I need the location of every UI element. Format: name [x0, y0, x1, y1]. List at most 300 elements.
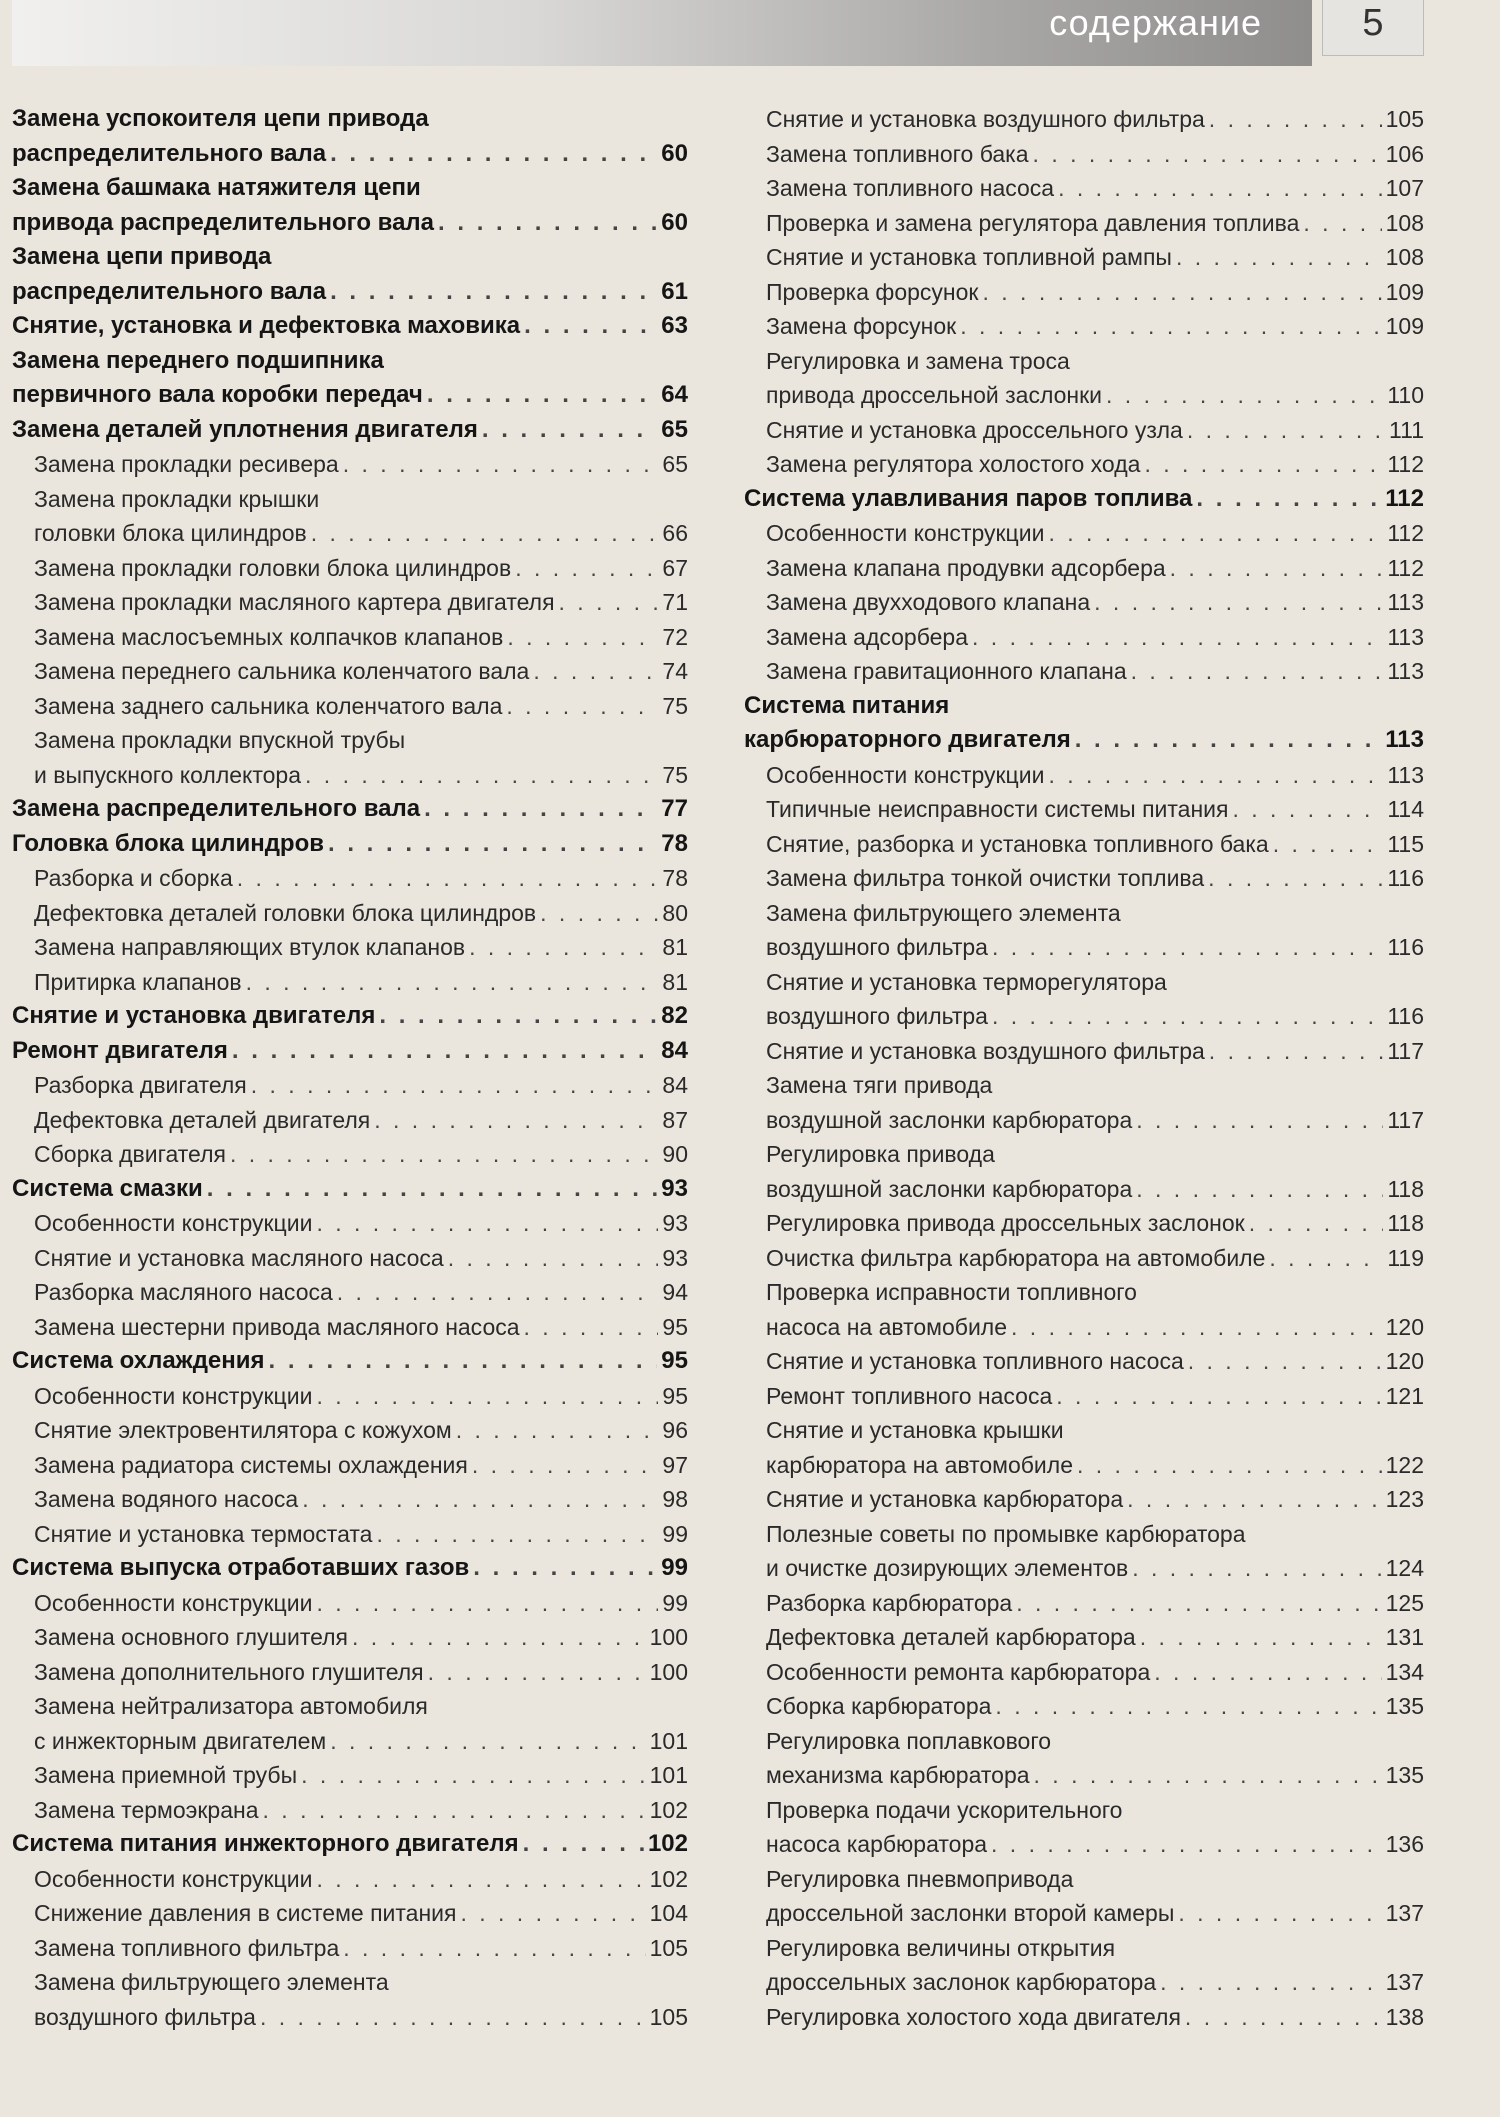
- dot-leader: [1140, 1620, 1382, 1655]
- toc-page-number: 117: [1387, 1037, 1424, 1064]
- toc-page-number: 78: [662, 865, 688, 891]
- dot-leader: [515, 551, 658, 586]
- toc-entry: [12, 1931, 688, 1966]
- toc-entry-title: Регулировка и замена троса: [766, 347, 1070, 374]
- toc-page-number: 71: [662, 589, 688, 615]
- toc-page-number: 96: [662, 1417, 688, 1443]
- dot-leader: [1188, 1344, 1382, 1379]
- toc-entry: [12, 1862, 688, 1897]
- toc-entry: [744, 585, 1424, 620]
- dot-leader: [1132, 1551, 1381, 1586]
- dot-leader: [1127, 1482, 1381, 1517]
- toc-page-number: 108: [1385, 244, 1424, 270]
- toc-page-number: 105: [649, 1934, 688, 1961]
- toc-section-entry: [12, 1344, 688, 1379]
- dot-leader: [330, 1724, 645, 1759]
- toc-entry: [744, 1862, 1424, 1931]
- dot-leader: [1016, 1586, 1381, 1621]
- toc-entry-title: Замена распределительного вала: [12, 795, 421, 822]
- toc-entry-title: Регулировка холостого хода двигателя: [766, 2003, 1181, 2030]
- dot-leader: [246, 965, 659, 1000]
- toc-section-entry: [12, 344, 688, 413]
- toc-entry-title: привода распределительного вала: [12, 208, 435, 236]
- toc-entry-title: Замена нейтрализатора автомобиля: [34, 1693, 428, 1719]
- toc-entry-title: Замена прокладки ресивера: [34, 451, 339, 477]
- toc-entry: [12, 551, 688, 586]
- toc-section-entry: [12, 1827, 688, 1862]
- toc-entry: [744, 1620, 1424, 1655]
- toc-page-number: 116: [1387, 934, 1424, 960]
- toc-page-number: 95: [662, 1382, 688, 1409]
- toc-entry-title: Снятие и установка воздушного фильтра: [766, 106, 1205, 132]
- dot-leader: [316, 1862, 645, 1897]
- toc-page-number: 87: [662, 1106, 688, 1133]
- dot-leader: [1208, 861, 1383, 896]
- dot-leader: [330, 137, 657, 172]
- dot-leader: [1249, 1206, 1384, 1241]
- toc-entry: [744, 1586, 1424, 1621]
- toc-page-number: 138: [1385, 2003, 1424, 2030]
- dot-leader: [424, 792, 657, 827]
- toc-entry: [12, 1103, 688, 1138]
- toc-page-number: 118: [1387, 1175, 1424, 1202]
- toc-entry: [744, 965, 1424, 1034]
- dot-leader: [506, 689, 658, 724]
- toc-page-number: 124: [1385, 1555, 1424, 1581]
- toc-page-number: 65: [661, 415, 688, 443]
- dot-leader: [1273, 827, 1384, 862]
- toc-entry-title: Замена деталей уплотнения двигателя: [12, 415, 478, 443]
- toc-section-entry: [12, 309, 688, 344]
- toc-entry-title: Особенности конструкции: [34, 1589, 313, 1616]
- toc-entry-title: Сборка карбюратора: [766, 1693, 992, 1719]
- page-number-box: [1322, 0, 1424, 56]
- toc-page-number: 110: [1387, 382, 1424, 408]
- toc-entry-title: Притирка клапанов: [34, 968, 242, 995]
- dot-leader: [524, 1310, 659, 1345]
- toc-entry: [744, 1413, 1424, 1482]
- toc-entry: [744, 1689, 1424, 1724]
- toc-entry-title: Снятие электровентилятора с кожухом: [34, 1417, 452, 1443]
- toc-entry-title: Снятие, установка и дефектовка маховика: [12, 312, 521, 339]
- toc-page-number: 64: [661, 381, 688, 408]
- toc-entry-title: Замена форсунок: [766, 313, 957, 339]
- toc-page-number: 77: [661, 795, 688, 822]
- toc-entry: [12, 861, 688, 896]
- toc-page-number: 112: [1385, 484, 1424, 512]
- toc-entry-title: Замена приемной трубы: [34, 1762, 298, 1788]
- toc-entry: [12, 1655, 688, 1690]
- toc-entry: [12, 1965, 688, 2034]
- toc-entry-title: Дефектовка деталей головки блока цилиндров: [34, 899, 537, 926]
- toc-page-number: 74: [662, 658, 688, 684]
- toc-page-number: 101: [649, 1727, 688, 1754]
- toc-entry: [744, 1482, 1424, 1517]
- toc-entry: [12, 585, 688, 620]
- dot-leader: [376, 1517, 658, 1552]
- dot-leader: [343, 1931, 645, 1966]
- toc-page-number: 106: [1385, 140, 1424, 167]
- toc-page-number: 81: [662, 968, 688, 995]
- toc-entry-title: Снятие и установка топливного насоса: [766, 1348, 1184, 1374]
- dot-leader: [456, 1413, 659, 1448]
- toc-page-number: 84: [662, 1072, 688, 1098]
- toc-page-number: 80: [662, 899, 688, 926]
- toc-entry-title: Очистка фильтра карбюратора на автомобиле: [766, 1244, 1266, 1271]
- toc-entry-title: Замена дополнительного глушителя: [34, 1658, 424, 1685]
- dot-leader: [1075, 723, 1382, 758]
- toc-page-number: 134: [1385, 1658, 1424, 1685]
- toc-page-number: 113: [1387, 658, 1424, 684]
- dot-leader: [379, 999, 657, 1034]
- dot-leader: [469, 930, 658, 965]
- toc-entry-title: Снятие, разборка и установка топливного бака: [766, 830, 1269, 857]
- toc-entry-title: Замена адсорбера: [766, 623, 969, 650]
- toc-entry: [744, 275, 1424, 310]
- toc-entry-title: Замена успокоителя цепи привода: [12, 105, 429, 132]
- toc-page-number: 66: [662, 520, 688, 546]
- dot-leader: [316, 1379, 658, 1414]
- toc-entry-title: с инжекторным двигателем: [34, 1727, 327, 1754]
- toc-entry-title: Особенности конструкции: [34, 1210, 313, 1236]
- toc-page-number: 67: [662, 554, 688, 581]
- toc-entry-title: Особенности конструкции: [34, 1865, 313, 1892]
- toc-entry: [744, 1344, 1424, 1379]
- toc-entry-title: Особенности ремонта карбюратора: [766, 1658, 1151, 1685]
- toc-entry-title: распределительного вала: [12, 277, 327, 305]
- toc-page-number: 121: [1385, 1382, 1424, 1409]
- toc-entry-title: Замена маслосъемных колпачков клапанов: [34, 623, 504, 650]
- dot-leader: [448, 1241, 659, 1276]
- toc-entry-title: Полезные советы по промывке карбюратора: [766, 1520, 1246, 1547]
- toc-entry-title: и очистке дозирующих элементов: [766, 1555, 1129, 1581]
- toc-entry: [744, 309, 1424, 344]
- toc-entry-title: карбюраторного двигателя: [744, 726, 1071, 753]
- toc-entry: [744, 413, 1424, 448]
- dot-leader: [316, 1206, 658, 1241]
- toc-entry-title: Замена топливного фильтра: [34, 1934, 340, 1961]
- toc-entry-title: карбюратора на автомобиле: [766, 1451, 1073, 1478]
- toc-entry-title: Замена фильтрующего элемента: [766, 899, 1121, 926]
- dot-leader: [301, 1758, 645, 1793]
- toc-entry: [12, 689, 688, 724]
- toc-entry-title: Особенности конструкции: [766, 520, 1045, 546]
- toc-entry: [12, 1586, 688, 1621]
- toc-page-number: 75: [662, 761, 688, 788]
- toc-entry-title: Замена заднего сальника коленчатого вала: [34, 692, 503, 719]
- dot-leader: [1106, 378, 1383, 413]
- toc-page-number: 114: [1387, 796, 1424, 822]
- toc-page-number: 120: [1385, 1348, 1424, 1374]
- toc-entry: [12, 965, 688, 1000]
- dot-leader: [1034, 1758, 1382, 1793]
- toc-page-number: 100: [649, 1658, 688, 1685]
- toc-entry-title: распределительного вала: [12, 139, 327, 167]
- toc-entry: [12, 620, 688, 655]
- toc-entry: [12, 1068, 688, 1103]
- toc-entry: [744, 827, 1424, 862]
- toc-page-number: 72: [662, 623, 688, 650]
- dot-leader: [1058, 171, 1382, 206]
- toc-entry-title: Проверка исправности топливного: [766, 1279, 1137, 1305]
- toc-entry-title: Система охлаждения: [12, 1347, 265, 1374]
- toc-entry-title: Замена двухходового клапана: [766, 589, 1091, 615]
- dot-leader: [207, 1172, 658, 1207]
- toc-page-number: 94: [662, 1279, 688, 1305]
- dot-leader: [1209, 1034, 1384, 1069]
- toc-entry: [12, 930, 688, 965]
- toc-page-number: 101: [649, 1762, 688, 1788]
- toc-page-number: 119: [1387, 1244, 1424, 1271]
- toc-entry: [12, 1689, 688, 1758]
- dot-leader: [269, 1344, 658, 1379]
- dot-leader: [533, 654, 658, 689]
- toc-entry: [744, 758, 1424, 793]
- dot-leader: [230, 1137, 658, 1172]
- dot-leader: [1176, 240, 1382, 275]
- toc-page-number: 109: [1385, 278, 1424, 305]
- toc-page-number: 113: [1387, 761, 1424, 788]
- dot-leader: [316, 1586, 658, 1621]
- toc-entry-title: воздушной заслонки карбюратора: [766, 1106, 1133, 1133]
- toc-entry: [744, 1379, 1424, 1414]
- toc-entry: [744, 102, 1424, 137]
- toc-page-number: 61: [661, 277, 688, 305]
- dot-leader: [1170, 551, 1384, 586]
- toc-entry-title: воздушной заслонки карбюратора: [766, 1175, 1133, 1202]
- dot-leader: [992, 930, 1383, 965]
- toc-entry: [744, 1655, 1424, 1690]
- toc-entry-title: Снятие и установка терморегулятора: [766, 968, 1167, 995]
- toc-page-number: 137: [1385, 1969, 1424, 1995]
- toc-page-number: 113: [1387, 589, 1424, 615]
- toc-entry-title: Система питания: [744, 691, 950, 719]
- toc-entry-title: дроссельной заслонки второй камеры: [766, 1900, 1175, 1926]
- dot-leader: [263, 1793, 646, 1828]
- toc-entry-title: Замена прокладки крышки: [34, 485, 320, 512]
- toc-entry: [744, 1241, 1424, 1276]
- page-number: 5: [1362, 2, 1384, 44]
- dot-leader: [438, 206, 657, 241]
- toc-entry-title: Система питания инжекторного двигателя: [12, 1830, 519, 1857]
- toc-section-entry: [12, 1172, 688, 1207]
- toc-page-number: 112: [1387, 520, 1424, 546]
- toc-entry-title: Замена тяги привода: [766, 1072, 993, 1098]
- toc-entry: [12, 482, 688, 551]
- toc-entry: [744, 1724, 1424, 1793]
- toc-page-number: 107: [1385, 175, 1424, 201]
- toc-section-entry: [12, 413, 688, 448]
- toc-entry: [744, 344, 1424, 413]
- toc-entry-title: Проверка форсунок: [766, 278, 979, 305]
- toc-entry: [12, 1275, 688, 1310]
- toc-entry-title: Регулировка привода дроссельных заслонок: [766, 1210, 1245, 1236]
- toc-page-number: 122: [1385, 1451, 1424, 1478]
- dot-leader: [330, 275, 657, 310]
- dot-leader: [482, 413, 657, 448]
- dot-leader: [1136, 1172, 1383, 1207]
- toc-entry-title: Снятие и установка дроссельного узла: [766, 416, 1183, 443]
- toc-page-number: 108: [1385, 209, 1424, 236]
- toc-entry: [744, 1068, 1424, 1137]
- toc-entry-title: Замена термоэкрана: [34, 1796, 259, 1823]
- dot-leader: [1048, 758, 1383, 793]
- toc-entry: [744, 1034, 1424, 1069]
- toc-entry-title: Система выпуска отработавших газов: [12, 1554, 470, 1581]
- toc-entry: [12, 1310, 688, 1345]
- toc-entry-title: механизма карбюратора: [766, 1762, 1030, 1788]
- dot-leader: [1232, 792, 1383, 827]
- dot-leader: [237, 861, 659, 896]
- toc-entry-title: воздушного фильтра: [34, 2003, 256, 2030]
- dot-leader: [1196, 482, 1381, 517]
- toc-page-number: 118: [1387, 1210, 1424, 1236]
- dot-leader: [232, 1034, 657, 1069]
- toc-page-number: 116: [1387, 1003, 1424, 1029]
- dot-leader: [427, 378, 657, 413]
- toc-entry-title: Снятие и установка карбюратора: [766, 1486, 1124, 1512]
- toc-page-number: 93: [661, 1174, 688, 1202]
- toc-entry: [744, 654, 1424, 689]
- dot-leader: [960, 309, 1381, 344]
- toc-entry-title: Разборка карбюратора: [766, 1589, 1013, 1616]
- toc-entry-title: Замена прокладки масляного картера двигателя: [34, 589, 555, 615]
- toc-section-entry: [12, 792, 688, 827]
- toc-section-entry: [12, 1034, 688, 1069]
- toc-entry-title: Замена фильтрующего элемента: [34, 1969, 389, 1995]
- toc-section-entry: [744, 689, 1424, 758]
- dot-leader: [995, 1689, 1381, 1724]
- toc-entry: [744, 516, 1424, 551]
- toc-page-number: 115: [1387, 830, 1424, 857]
- toc-entry-title: Типичные неисправности системы питания: [766, 796, 1229, 822]
- toc-page-number: 99: [661, 1554, 688, 1581]
- dot-leader: [428, 1655, 646, 1690]
- toc-entry: [12, 447, 688, 482]
- toc-entry: [744, 1793, 1424, 1862]
- toc-entry: [744, 1206, 1424, 1241]
- toc-entry-title: Головка блока цилиндров: [12, 829, 324, 857]
- dot-leader: [460, 1896, 645, 1931]
- toc-entry-title: Проверка подачи ускорительного: [766, 1796, 1123, 1823]
- dot-leader: [343, 447, 659, 482]
- toc-entry-title: Снятие и установка термостата: [34, 1520, 373, 1547]
- toc-page-number: 102: [647, 1830, 688, 1857]
- dot-leader: [260, 2000, 646, 2035]
- toc-entry-title: Система смазки: [12, 1174, 203, 1202]
- toc-entry: [12, 1896, 688, 1931]
- toc-page-number: 84: [661, 1036, 688, 1064]
- toc-entry-title: Замена топливного насоса: [766, 175, 1055, 201]
- toc-entry-title: и выпускного коллектора: [34, 761, 302, 788]
- dot-leader: [251, 1068, 659, 1103]
- dot-leader: [337, 1275, 659, 1310]
- toc-left-column: [12, 102, 688, 2034]
- toc-page-number: 105: [649, 2003, 688, 2030]
- toc-entry: [744, 1137, 1424, 1206]
- toc-page-number: 120: [1385, 1313, 1424, 1340]
- toc-entry-title: Замена направляющих втулок клапанов: [34, 934, 466, 960]
- toc-page-number: 81: [662, 934, 688, 960]
- toc-entry-title: Замена переднего сальника коленчатого вала: [34, 658, 530, 684]
- dot-leader: [1160, 1965, 1382, 2000]
- toc-entry-title: Дефектовка деталей двигателя: [34, 1106, 371, 1133]
- header-bar: [12, 0, 1312, 66]
- toc-entry: [744, 206, 1424, 241]
- toc-entry-title: Замена гравитационного клапана: [766, 658, 1127, 684]
- toc-entry: [744, 551, 1424, 586]
- toc-entry-title: Замена водяного насоса: [34, 1486, 299, 1512]
- dot-leader: [311, 516, 659, 551]
- toc-page-number: 137: [1385, 1900, 1424, 1926]
- dot-leader: [982, 275, 1381, 310]
- toc-entry: [744, 1931, 1424, 2000]
- toc-entry-title: Разборка масляного насоса: [34, 1279, 333, 1305]
- toc-section-entry: [12, 240, 688, 309]
- dot-leader: [1303, 206, 1381, 241]
- toc-page-number: 99: [662, 1589, 688, 1616]
- toc-entry-title: Сборка двигателя: [34, 1141, 226, 1167]
- dot-leader: [559, 585, 659, 620]
- dot-leader: [473, 1551, 657, 1586]
- toc-entry: [12, 1206, 688, 1241]
- toc-entry-title: Замена прокладки впускной трубы: [34, 727, 406, 753]
- toc-entry-title: Снятие и установка двигателя: [12, 1002, 376, 1029]
- toc-entry-title: Замена цепи привода: [12, 243, 272, 270]
- dot-leader: [1011, 1310, 1382, 1345]
- dot-leader: [507, 620, 658, 655]
- toc-entry-title: Замена прокладки головки блока цилиндров: [34, 554, 512, 581]
- toc-entry-title: насоса на автомобиле: [766, 1313, 1008, 1340]
- dot-leader: [1131, 654, 1384, 689]
- toc-page-number: 60: [661, 139, 688, 167]
- toc-entry-title: Регулировка поплавкового: [766, 1727, 1051, 1754]
- toc-page-number: 112: [1387, 451, 1424, 477]
- toc-entry-title: первичного вала коробки передач: [12, 381, 423, 408]
- dot-leader: [1077, 1448, 1382, 1483]
- toc-entry-title: Дефектовка деталей карбюратора: [766, 1624, 1136, 1650]
- header-title: содержание: [1049, 2, 1262, 43]
- toc-entry-title: Разборка двигателя: [34, 1072, 247, 1098]
- toc-page-number: 105: [1385, 106, 1424, 132]
- toc-entry-title: Замена регулятора холостого хода: [766, 451, 1141, 477]
- toc-entry-title: Снятие и установка масляного насоса: [34, 1244, 444, 1271]
- toc-section-entry: [744, 482, 1424, 517]
- toc-entry: [744, 240, 1424, 275]
- toc-entry-title: Замена переднего подшипника: [12, 346, 384, 374]
- toc-page-number: 116: [1387, 865, 1424, 891]
- toc-entry-title: головки блока цилиндров: [34, 520, 307, 546]
- dot-leader: [540, 896, 658, 931]
- dot-leader: [991, 1827, 1382, 1862]
- toc-entry: [744, 137, 1424, 172]
- toc-page-number: 78: [661, 829, 688, 857]
- toc-page-number: 123: [1385, 1486, 1424, 1512]
- toc-entry-title: Снижение давления в системе питания: [34, 1900, 457, 1926]
- toc-entry-title: Замена шестерни привода масляного насоса: [34, 1313, 520, 1340]
- toc-page-number: 95: [662, 1313, 688, 1340]
- toc-page-number: 113: [1385, 726, 1424, 753]
- toc-section-entry: [12, 999, 688, 1034]
- dot-leader: [523, 1827, 644, 1862]
- toc-page-number: 93: [662, 1244, 688, 1271]
- toc-entry: [744, 620, 1424, 655]
- dot-leader: [1187, 413, 1385, 448]
- toc-page-number: 112: [1387, 554, 1424, 581]
- toc-page-number: 102: [649, 1796, 688, 1823]
- toc-section-entry: [12, 827, 688, 862]
- dot-leader: [305, 758, 658, 793]
